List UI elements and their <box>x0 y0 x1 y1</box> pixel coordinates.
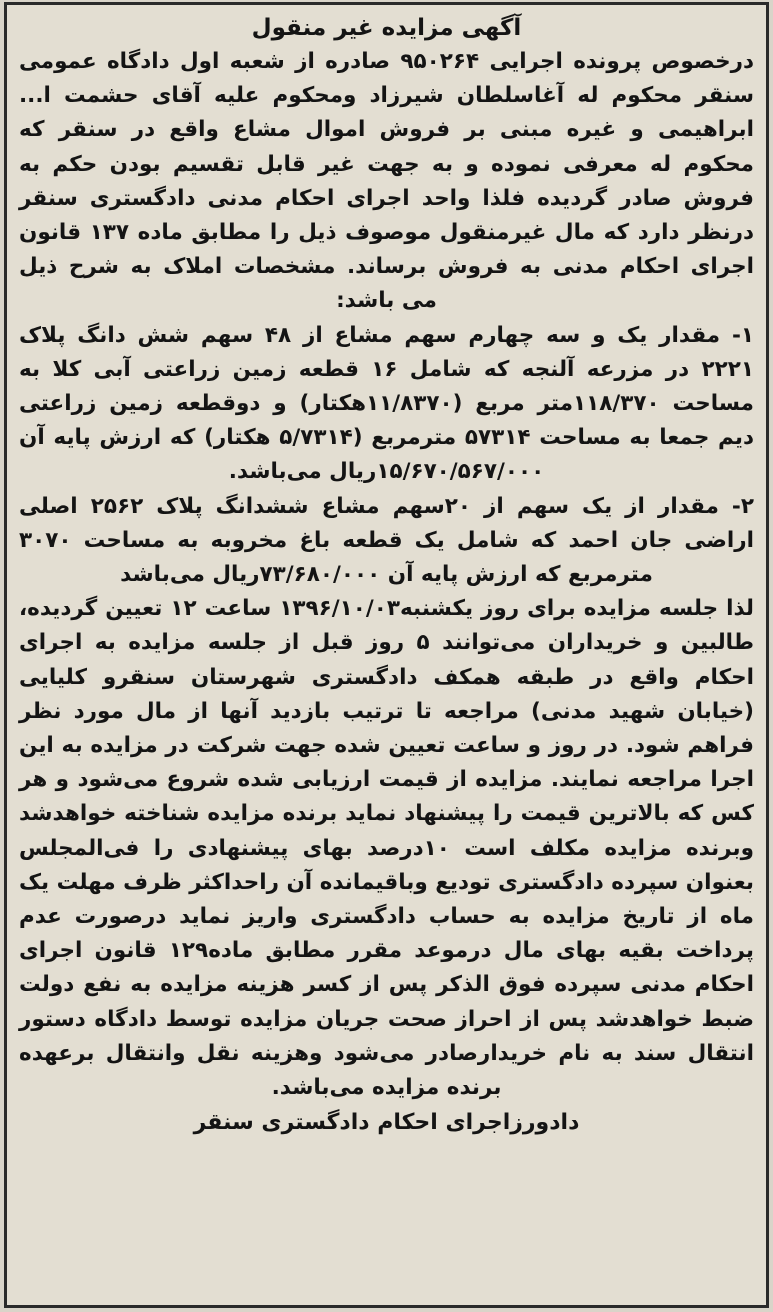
auction-session-details: لذا جلسه مزایده برای روز یکشنبه۱۳۹۶/۱۰/۰۳ ساعت ۱۲ تعیین گردیده، طالبین و خریداران می‌توانند ۵ روز قبل از جلسه مزایده به اجرای احکام واقع در طبقه همکف دادگستری شهرستان سنقرو کلیایی (خیابان شهید مدنی) مراجعه تا ترتیب بازدید آنها از مال مورد نظر فراهم شود. در روز و ساعت تعیین شده جهت شرکت در مزایده به این اجرا مراجعه نمایند. مزایده از قیمت ارزیابی شده شروع می‌شود و هر کس که بالاترین قیمت را پیشنهاد نماید برنده مزایده شناخته خواهدشد وبرنده مزایده مکلف است ۱۰درصد بهای پیشنهادی را فی‌المجلس بعنوان سپرده دادگستری تودیع وباقیمانده آن راحداکثر ظرف مهلت یک ماه از تاریخ مزایده به حساب دادگستری واریز نماید درصورت عدم پرداخت بقیه بهای مال درموعد مقرر مطابق ماده۱۲۹ قانون اجرای احکام مدنی سپرده فوق الذکر پس از کسر هزینه مزایده به نفع دولت ضبط خواهدشد پس از احراز صحت جریان مزایده توسط دادگاه دستور انتقال سند به نام خریدارصادر می‌شود وهزینه نقل وانتقال برعهده برنده مزایده می‌باشد. <box>19 596 754 1101</box>
notice-signature: دادورزاجرای احکام دادگستری سنقر <box>193 1110 580 1136</box>
auction-notice <box>4 2 769 1308</box>
notice-intro: درخصوص پرونده اجرایی ۹۵۰۲۶۴ صادره از شعبه اول دادگاه عمومی سنقر محکوم له آغاسلطان شیرزاد ومحکوم علیه آقای حشمت ا... ابراهیمی و غیره مبنی بر فروش اموال مشاع واقع در سنقر که محکوم له معرفی نموده و به جهت غیر قابل تقسیم بودن حکم به فروش صادر گردیده فلذا واحد اجرای احکام مدنی دادگستری سنقر درنظر دارد که مال غیرمنقول موصوف ذیل را مطابق ماده ۱۳۷ قانون اجرای احکام مدنی به فروش برساند. مشخصات املاک به شرح ذیل می باشد: <box>19 49 754 314</box>
property-item-1: ۱- مقدار یک و سه چهارم سهم مشاع از ۴۸ سهم شش دانگ پلاک ۲۲۲۱ در مزرعه آلنجه که شامل ۱۶ قطعه زمین زراعتی آبی کلا به مساحت ۱۱۸/۳۷۰متر مربع (۱۱/۸۳۷۰هکتار) و دوقطعه زمین زراعتی دیم جمعا به مساحت ۵۷۳۱۴ مترمربع (۵/۷۳۱۴ هکتار) که ارزش پایه آن ۱۵/۶۷۰/۵۶۷/۰۰۰ریال می‌باشد. <box>19 322 754 485</box>
property-item-2: ۲- مقدار از یک سهم از ۲۰سهم مشاع ششدانگ پلاک ۲۵۶۲ اصلی اراضی جان احمد که شامل یک قطعه باغ مخروبه به مساحت ۳۰۷۰ مترمربع که ارزش پایه آن ۷۳/۶۸۰/۰۰۰ریال می‌باشد <box>19 493 754 588</box>
notice-title: آگهی مزایده غیر منقول <box>251 15 522 41</box>
